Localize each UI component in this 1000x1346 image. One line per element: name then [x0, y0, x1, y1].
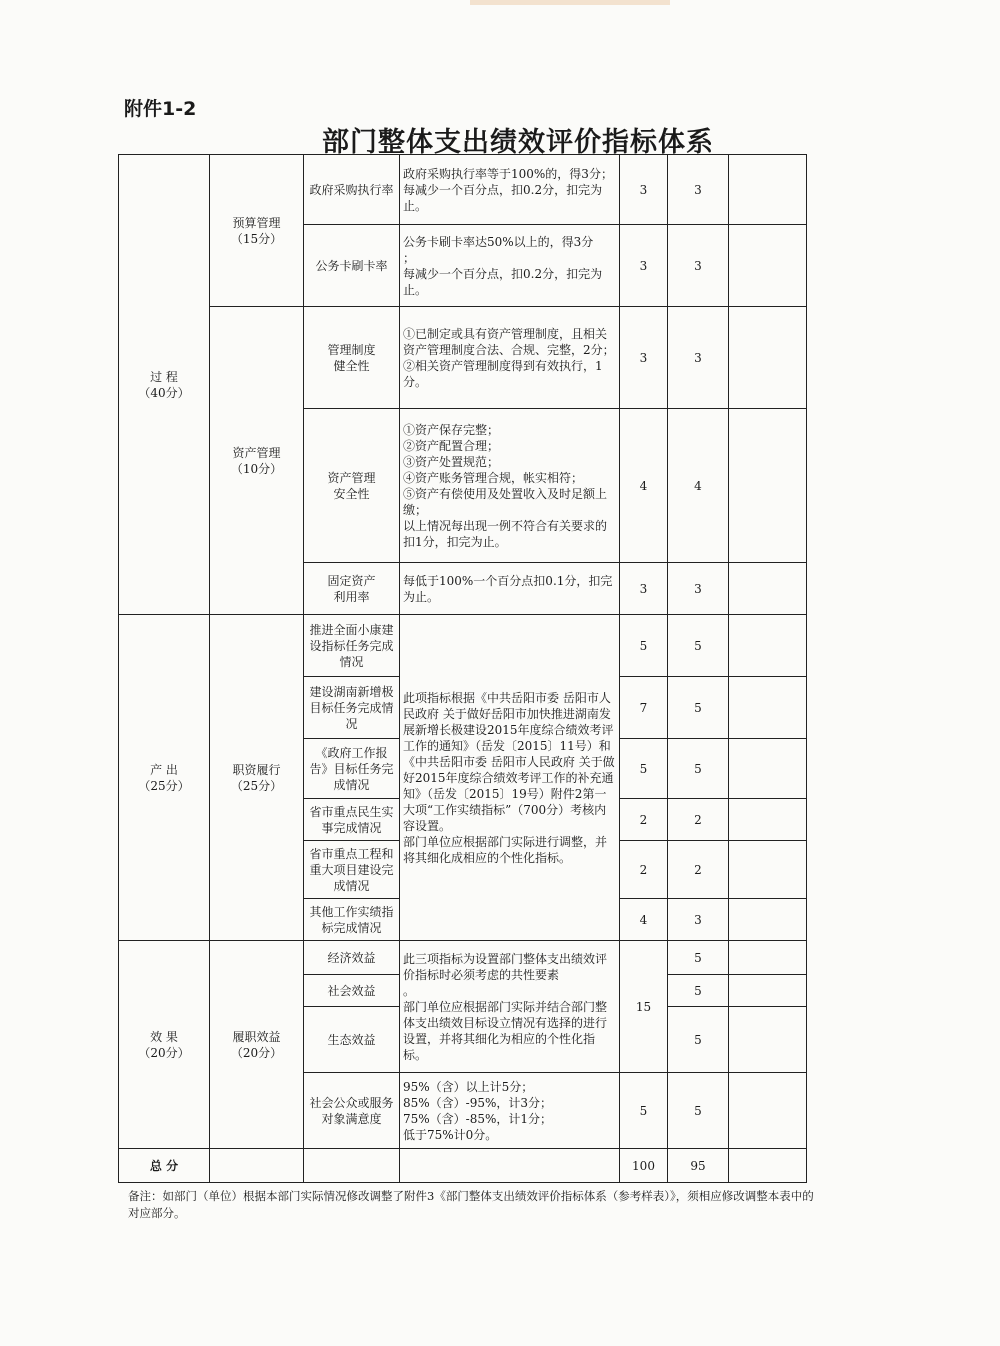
weight-cell: 2 — [620, 841, 668, 899]
indicator-cell: 其他工作实绩指标完成情况 — [304, 899, 400, 941]
indicator-table — [118, 154, 807, 1183]
blank-cell — [729, 739, 807, 799]
weight-cell: 3 — [620, 155, 668, 225]
score-cell: 3 — [668, 155, 729, 225]
sub-benefit: 履职效益 （20分） — [210, 941, 304, 1149]
table-row — [119, 307, 807, 409]
blank-cell — [729, 677, 807, 739]
weight-cell: 5 — [620, 739, 668, 799]
blank-cell — [729, 615, 807, 677]
description-cell: 政府采购执行率等于100%的，得3分； 每减少一个百分点，扣0.2分，扣完为止。 — [400, 155, 620, 225]
score-cell: 5 — [668, 1073, 729, 1149]
blank-cell — [729, 563, 807, 615]
blank-cell — [729, 1073, 807, 1149]
score-cell: 5 — [668, 975, 729, 1007]
scan-edge-mark — [470, 0, 670, 5]
indicator-cell: 社会公众或服务对象满意度 — [304, 1073, 400, 1149]
score-cell: 5 — [668, 615, 729, 677]
blank-cell — [729, 975, 807, 1007]
table-row — [119, 941, 807, 975]
indicator-cell: 省市重点工程和重大项目建设完成情况 — [304, 841, 400, 899]
score-cell: 2 — [668, 841, 729, 899]
blank-cell — [729, 941, 807, 975]
table-row — [119, 615, 807, 677]
indicator-cell: 公务卡刷卡率 — [304, 225, 400, 307]
weight-cell: 3 — [620, 225, 668, 307]
score-cell: 3 — [668, 225, 729, 307]
blank-cell — [729, 307, 807, 409]
blank-cell — [729, 841, 807, 899]
description-cell: 每低于100%一个百分点扣0.1分，扣完为止。 — [400, 563, 620, 615]
blank-cell — [729, 1007, 807, 1073]
blank-cell — [729, 899, 807, 941]
indicator-cell: 省市重点民生实事完成情况 — [304, 799, 400, 841]
weight-cell: 5 — [620, 1073, 668, 1149]
attachment-label: 附件1-2 — [124, 98, 197, 120]
indicator-cell: 推进全面小康建设指标任务完成情况 — [304, 615, 400, 677]
score-cell: 2 — [668, 799, 729, 841]
indicator-cell: 政府采购执行率 — [304, 155, 400, 225]
score-cell: 5 — [668, 677, 729, 739]
blank-cell — [729, 799, 807, 841]
score-cell: 4 — [668, 409, 729, 563]
weight-cell: 5 — [620, 615, 668, 677]
output-description-cell: 此项指标根据《中共岳阳市委 岳阳市人民政府 关于做好岳阳市加快推进湖南发展新增长极建设2015年度综合绩效考评工作的通知》（岳发〔2015〕11号）和《中共岳阳市委 岳阳市人民政府 关于做好2015年度综合绩效考评工作的补充通知》（岳发〔2015〕19号）附件2第一大项“工作实绩指标”（700分）考核内容设置。 部门单位应根据部门实际进行调整，并将其细化成相应的个性化指标。 — [400, 615, 620, 941]
blank-cell — [210, 1149, 304, 1183]
score-cell: 3 — [668, 899, 729, 941]
weight-cell: 7 — [620, 677, 668, 739]
weight-cell: 2 — [620, 799, 668, 841]
sub-asset: 资产管理 （10分） — [210, 307, 304, 615]
total-weight: 100 — [620, 1149, 668, 1183]
score-cell: 5 — [668, 1007, 729, 1073]
indicator-cell: 管理制度 健全性 — [304, 307, 400, 409]
description-cell: ①已制定或具有资产管理制度，且相关资产管理制度合法、合规、完整，2分； ②相关资产管理制度得到有效执行，1分。 — [400, 307, 620, 409]
group-process: 过 程 （40分） — [119, 155, 210, 615]
weight-cell: 4 — [620, 409, 668, 563]
score-cell: 3 — [668, 307, 729, 409]
effect-description-cell: 此三项指标为设置部门整体支出绩效评价指标时必须考虑的共性要素 。 部门单位应根据部门实际并结合部门整体支出绩效目标设立情况有选择的进行设置，并将其细化为相应的个性化指标。 — [400, 941, 620, 1073]
description-cell: 95%（含）以上计5分； 85%（含）-95%，计3分； 75%（含）-85%，计1分； 低于75%计0分。 — [400, 1073, 620, 1149]
weight-cell: 4 — [620, 899, 668, 941]
blank-cell — [729, 409, 807, 563]
total-label: 总 分 — [119, 1149, 210, 1183]
total-row — [119, 1149, 807, 1183]
page-title: 部门整体支出绩效评价指标体系 — [322, 127, 714, 158]
description-cell: 公务卡刷卡率达50%以上的，得3分 ； 每减少一个百分点，扣0.2分，扣完为止。 — [400, 225, 620, 307]
table-row — [119, 155, 807, 225]
blank-cell — [729, 1149, 807, 1183]
indicator-cell: 资产管理 安全性 — [304, 409, 400, 563]
score-cell: 5 — [668, 739, 729, 799]
blank-cell — [729, 225, 807, 307]
weight-cell: 3 — [620, 563, 668, 615]
indicator-cell: 《政府工作报告》目标任务完成情况 — [304, 739, 400, 799]
group-output: 产 出 （25分） — [119, 615, 210, 941]
weight-cell: 3 — [620, 307, 668, 409]
sub-duty: 职资履行 （25分） — [210, 615, 304, 941]
description-cell: ①资产保存完整； ②资产配置合理； ③资产处置规范； ④资产账务管理合规，帐实相符； ⑤资产有偿使用及处置收入及时足额上缴； 以上情况每出现一例不符合有关要求的扣1分，扣完为止。 — [400, 409, 620, 563]
score-cell: 3 — [668, 563, 729, 615]
effect-weight-cell: 15 — [620, 941, 668, 1073]
indicator-cell: 生态效益 — [304, 1007, 400, 1073]
indicator-cell: 社会效益 — [304, 975, 400, 1007]
score-cell: 5 — [668, 941, 729, 975]
blank-cell — [400, 1149, 620, 1183]
indicator-cell: 建设湖南新增极目标任务完成情况 — [304, 677, 400, 739]
group-effect: 效 果 （20分） — [119, 941, 210, 1149]
blank-cell — [729, 155, 807, 225]
indicator-cell: 固定资产 利用率 — [304, 563, 400, 615]
footnote: 备注：如部门（单位）根据本部门实际情况修改调整了附件3《部门整体支出绩效评价指标体系（参考样表）》，须相应修改调整本表中的对应部分。 — [128, 1189, 814, 1220]
blank-cell — [304, 1149, 400, 1183]
indicator-cell: 经济效益 — [304, 941, 400, 975]
sub-budget: 预算管理 （15分） — [210, 155, 304, 307]
total-score: 95 — [668, 1149, 729, 1183]
